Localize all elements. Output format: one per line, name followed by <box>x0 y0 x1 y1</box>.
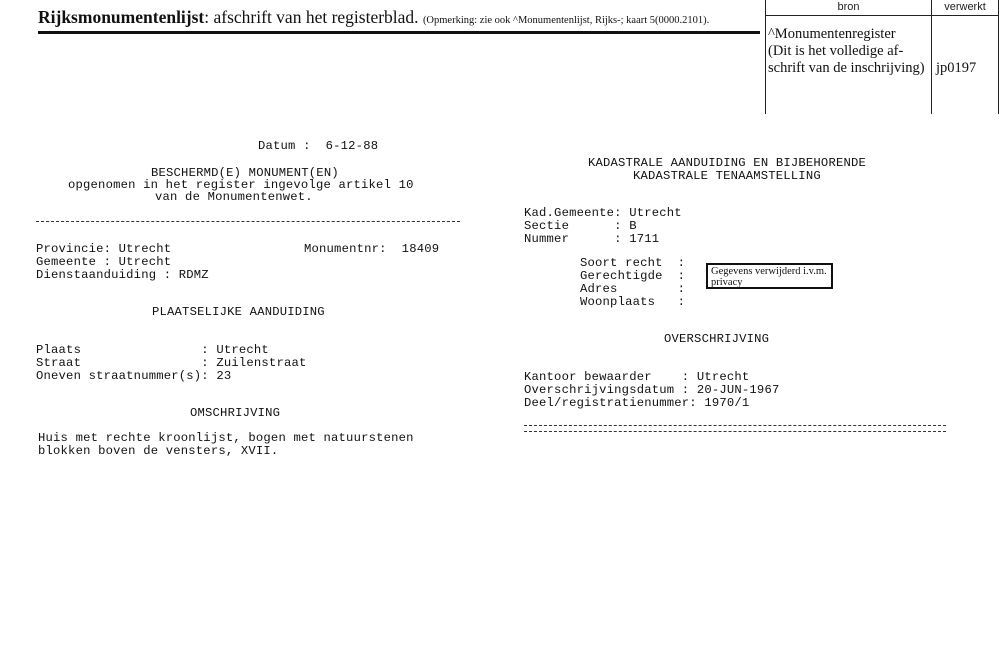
monument-subheading: van de Monumentenwet. <box>155 190 313 204</box>
bron-column-label: bron <box>837 1 860 13</box>
kadastrale-heading: KADASTRALE TENAAMSTELLING <box>633 169 821 183</box>
overschrijvingsdatum-line: Overschrijvingsdatum : 20-JUN-1967 <box>524 383 780 397</box>
overschrijving-heading: OVERSCHRIJVING <box>664 332 770 346</box>
deel-line: Deel/registratienummer: 1970/1 <box>524 396 750 410</box>
sectie-line: Sectie : B <box>524 219 637 233</box>
soort-recht-line: Soort recht : <box>580 256 686 270</box>
source-box-divider <box>931 0 932 114</box>
nummer-line: Nummer : 1711 <box>524 232 660 246</box>
source-box-header-line <box>765 15 999 16</box>
double-dashed-separator <box>524 425 946 432</box>
adres-line: Adres : <box>580 282 686 296</box>
kad-gemeente-line: Kad.Gemeente: Utrecht <box>524 206 682 220</box>
gerechtigde-line: Gerechtigde : <box>580 269 686 283</box>
bron-line: schrift van de inschrijving) <box>768 60 925 76</box>
straat-line: Straat : Zuilenstraat <box>36 356 307 370</box>
monumentnr-line: Monumentnr: 18409 <box>304 242 440 256</box>
title-bold: Rijksmonumentenlijst <box>38 7 205 27</box>
plaatselijke-heading: PLAATSELIJKE AANDUIDING <box>152 305 325 319</box>
monument-heading: BESCHERMD(E) MONUMENT(EN) <box>151 166 339 180</box>
document-title <box>38 7 709 28</box>
kadastrale-heading: KADASTRALE AANDUIDING EN BIJBEHORENDE <box>588 156 867 170</box>
dienstaanduiding-line: Dienstaanduiding : RDMZ <box>36 268 209 282</box>
title-rest: : afschrift van het registerblad. <box>204 7 419 27</box>
omschrijving-text: Huis met rechte kroonlijst, bogen met natuurstenen <box>38 431 414 445</box>
bron-line: (Dit is het volledige af- <box>768 43 904 59</box>
woonplaats-line: Woonplaats : <box>580 295 686 309</box>
omschrijving-heading: OMSCHRIJVING <box>190 406 281 420</box>
source-box-left-border <box>765 0 766 114</box>
provincie-line: Provincie: Utrecht <box>36 242 172 256</box>
title-note: (Opmerking: zie ook ^Monumentenlijst, Rijks-; kaart 5(0000.2101). <box>422 15 710 26</box>
omschrijving-text: blokken boven de vensters, XVII. <box>38 444 279 458</box>
datum-line: Datum : 6-12-88 <box>258 139 379 153</box>
kantoor-line: Kantoor bewaarder : Utrecht <box>524 370 750 384</box>
title-underline <box>38 31 760 34</box>
monument-subheading: opgenomen in het register ingevolge artikel 10 <box>68 178 414 192</box>
oneven-line: Oneven straatnummer(s): 23 <box>36 369 232 383</box>
verwerkt-column-label: verwerkt <box>944 1 986 13</box>
gemeente-line: Gemeente : Utrecht <box>36 255 172 269</box>
verwerkt-value: jp0197 <box>936 60 977 76</box>
bron-value <box>768 26 930 77</box>
bron-line: ^Monumentenregister <box>768 26 896 42</box>
source-box-right-border <box>998 0 999 114</box>
privacy-notice-box: Gegevens verwijderd i.v.m. privacy <box>706 263 833 289</box>
plaats-line: Plaats : Utrecht <box>36 343 269 357</box>
dashed-separator <box>36 221 460 222</box>
